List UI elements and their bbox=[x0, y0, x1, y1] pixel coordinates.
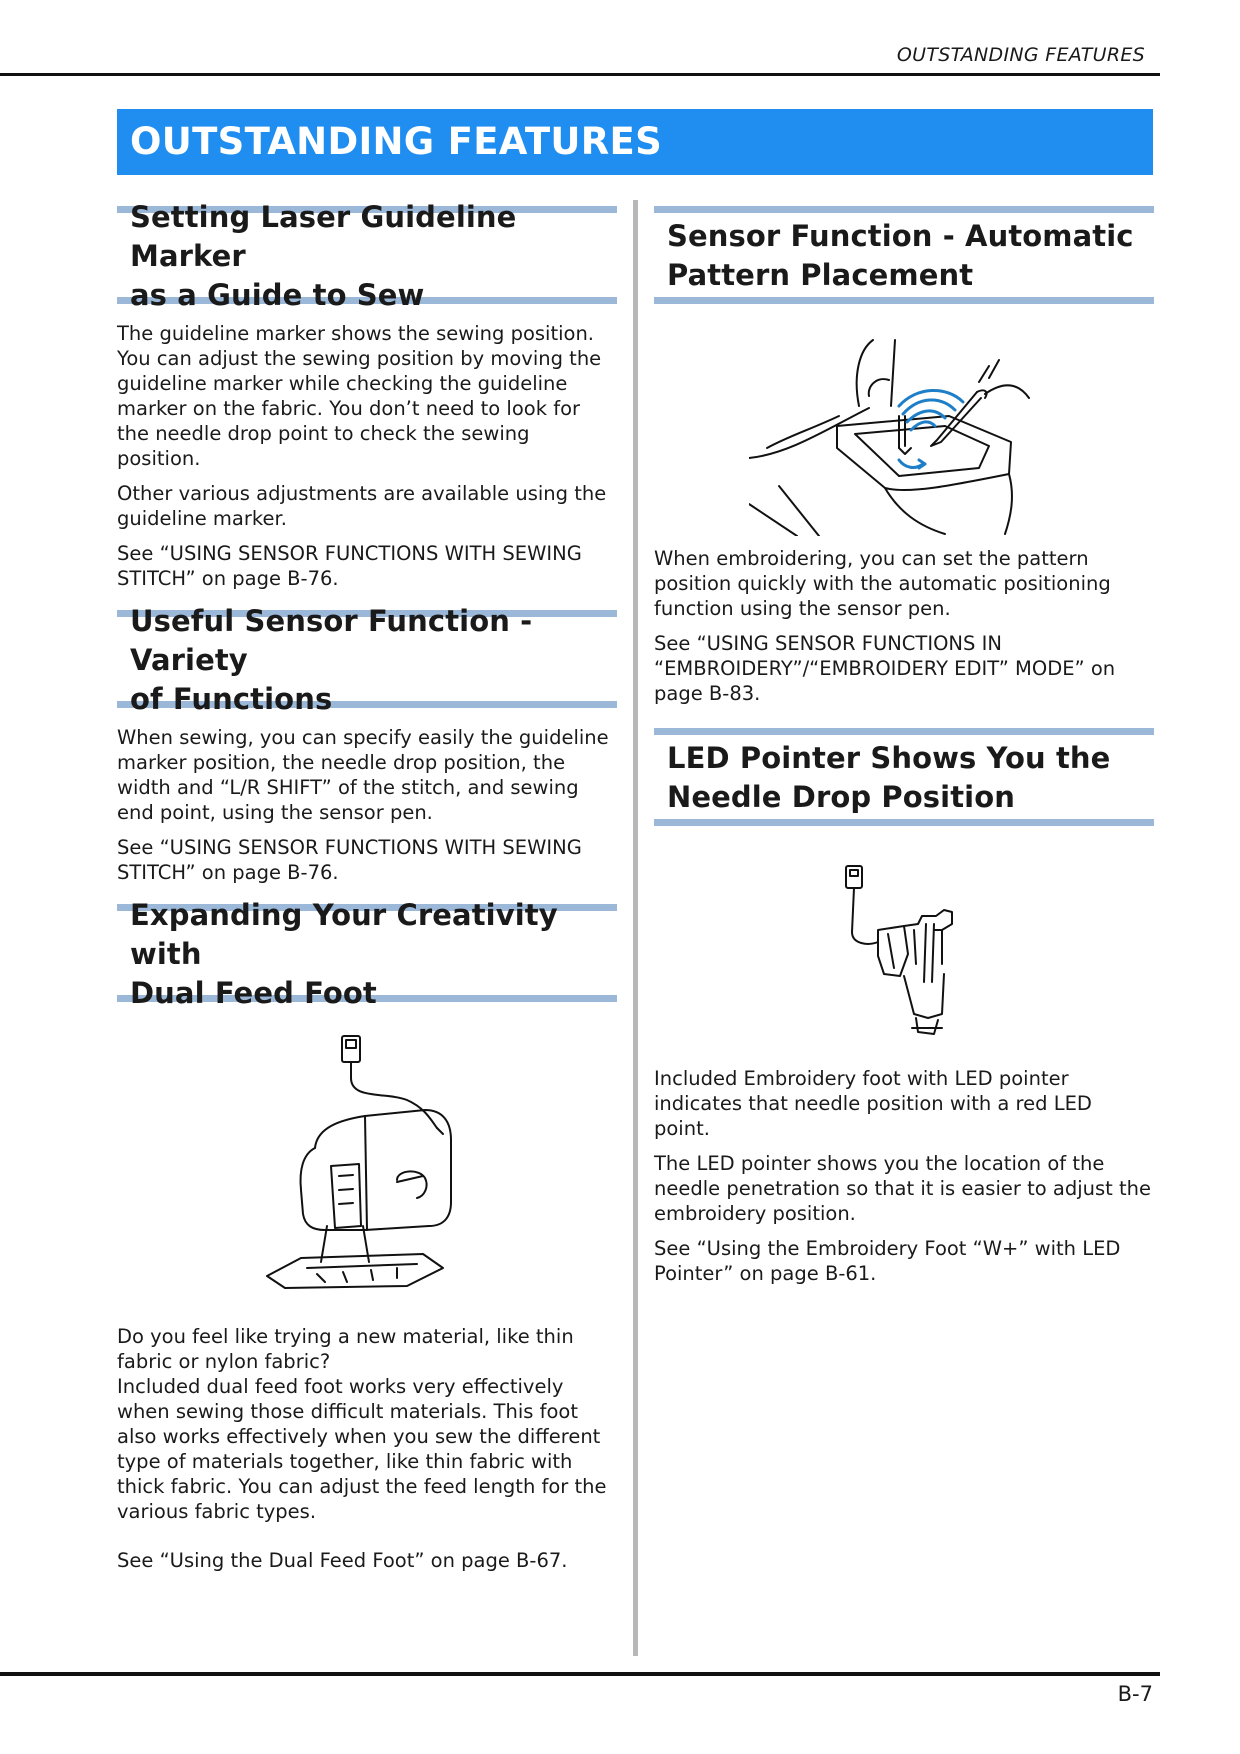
cross-reference: See “Using the Embroidery Foot “W+” with LED Pointer” on page B-61. bbox=[654, 1237, 1121, 1285]
left-column bbox=[117, 199, 617, 1573]
heading-line: Useful Sensor Function - Variety bbox=[130, 603, 533, 677]
heading-line: of Functions bbox=[130, 681, 333, 716]
heading-line: LED Pointer Shows You the bbox=[667, 741, 1111, 775]
section-body-sensor-auto bbox=[654, 546, 1154, 706]
page-title: OUTSTANDING FEATURES bbox=[117, 109, 1153, 175]
page-number: B-7 bbox=[1117, 1682, 1153, 1706]
section-heading-sensor-auto bbox=[654, 206, 1154, 304]
header-rule bbox=[0, 73, 1160, 76]
section-body-laser bbox=[117, 321, 617, 591]
heading-line: as a Guide to Sew bbox=[130, 277, 425, 312]
section-heading-led bbox=[654, 728, 1154, 826]
paragraph: The guideline marker shows the sewing position. You can adjust the sewing position by moving the guideline marker while checking the guideline marker on the fabric. You don’t need to look for the needle drop point to check the sewing position. bbox=[117, 322, 602, 470]
heading-line: Pattern Placement bbox=[667, 258, 974, 292]
paragraph: When embroidering, you can set the pattern position quickly with the automatic positioning function using the sensor pen. bbox=[654, 547, 1111, 620]
cross-reference: See “USING SENSOR FUNCTIONS WITH SEWING STITCH” on page B-76. bbox=[117, 542, 582, 590]
paragraph: Included dual feed foot works very effectively when sewing those difficult materials. This foot also works effectively when you sew the different type of materials together, like thin fabric with thick fabric. You can adjust the feed length for the various fabric types. bbox=[117, 1375, 607, 1523]
footer-rule bbox=[0, 1672, 1160, 1676]
heading-line: Sensor Function - Automatic bbox=[667, 219, 1134, 253]
cross-reference: See “USING SENSOR FUNCTIONS WITH SEWING STITCH” on page B-76. bbox=[117, 836, 582, 884]
paragraph: When sewing, you can specify easily the guideline marker position, the needle drop position, the width and “L/R SHIFT” of the stitch, and sewing end point, using the sensor pen. bbox=[117, 726, 609, 824]
paragraph: Other various adjustments are available using the guideline marker. bbox=[117, 482, 607, 530]
heading-line: Setting Laser Guideline Marker bbox=[130, 199, 517, 273]
section-body-dual-feed bbox=[117, 1324, 617, 1573]
section-heading-sensor-variety bbox=[117, 603, 617, 716]
right-column bbox=[654, 206, 1154, 1286]
heading-line: Expanding Your Creativity with bbox=[130, 897, 558, 971]
paragraph: Included Embroidery foot with LED pointer indicates that needle position with a red LED point. bbox=[654, 1067, 1092, 1140]
section-body-led bbox=[654, 1066, 1154, 1286]
led-pointer-foot-illustration bbox=[654, 864, 1154, 1040]
section-body-sensor-variety bbox=[117, 725, 617, 885]
paragraph: The LED pointer shows you the location of the needle penetration so that it is easier to adjust the embroidery position. bbox=[654, 1152, 1151, 1225]
cross-reference: See “USING SENSOR FUNCTIONS IN “EMBROIDERY”/“EMBROIDERY EDIT” MODE” on page B-83. bbox=[654, 632, 1116, 705]
dual-feed-foot-illustration bbox=[117, 1030, 617, 1300]
column-divider bbox=[633, 200, 638, 1656]
section-heading-dual-feed bbox=[117, 897, 617, 1010]
section-heading-laser bbox=[117, 199, 617, 312]
heading-line: Needle Drop Position bbox=[667, 780, 1015, 814]
running-header: OUTSTANDING FEATURES bbox=[896, 44, 1145, 66]
heading-line: Dual Feed Foot bbox=[130, 975, 377, 1010]
sensor-pen-illustration bbox=[654, 336, 1154, 536]
cross-reference: See “Using the Dual Feed Foot” on page B-67. bbox=[117, 1549, 568, 1572]
paragraph: Do you feel like trying a new material, like thin fabric or nylon fabric? bbox=[117, 1325, 574, 1373]
